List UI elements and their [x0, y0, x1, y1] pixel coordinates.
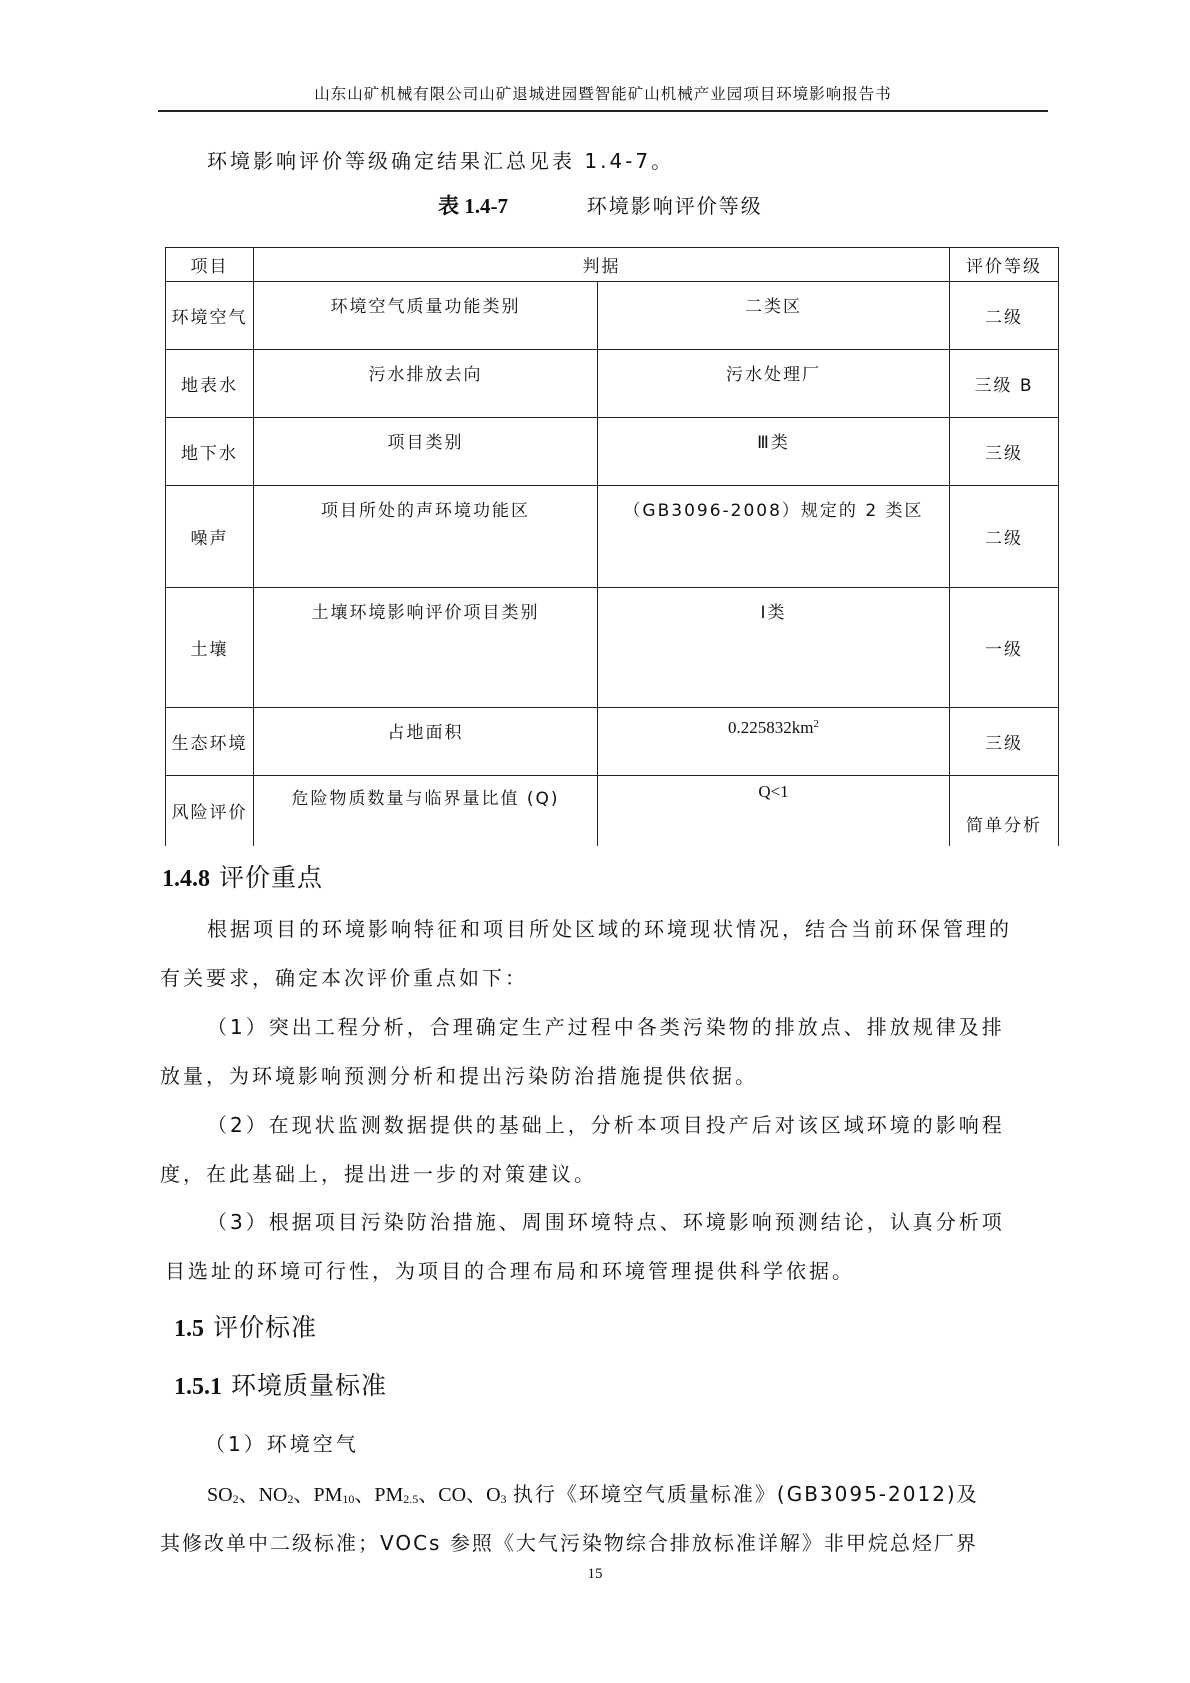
- header-item: 项目: [166, 248, 254, 282]
- table-caption: [438, 190, 763, 220]
- section-title: 评价重点: [218, 863, 323, 892]
- paragraph-line: （3）根据项目污染防治措施、周围环境特点、环境影响预测结论，认真分析项: [207, 1210, 1005, 1234]
- row-value: 二类区: [598, 282, 950, 350]
- pm10: $PM_{10}$: [313, 1484, 355, 1506]
- running-header: 山东山矿机械有限公司山矿退城进园暨智能矿山机械产业园项目环境影响报告书: [314, 85, 892, 103]
- row-basis: 污水排放去向: [254, 350, 598, 418]
- row-value: 污水处理厂: [598, 350, 950, 418]
- row-value: Ⅰ类: [598, 588, 950, 708]
- paragraph-line: 其修改单中二级标准；VOCs 参照《大气污染物综合排放标准详解》非甲烷总烃厂界: [160, 1531, 978, 1555]
- row-value: Ⅲ类: [598, 418, 950, 486]
- section-number: 1.4.8: [162, 866, 210, 892]
- row-grade: 三级: [950, 708, 1059, 776]
- row-grade: 二级: [950, 486, 1059, 588]
- row-grade: 三级 B: [950, 350, 1059, 418]
- section-heading-1-5-1: [174, 1366, 387, 1402]
- no2: $NO_2$: [258, 1484, 294, 1506]
- row-item: 风险评价: [166, 776, 254, 846]
- row-item: 噪声: [166, 486, 254, 588]
- o3: $O_3$: [486, 1484, 507, 1506]
- co: CO: [438, 1484, 467, 1506]
- section-title: 环境质量标准: [230, 1371, 387, 1400]
- row-basis: 土壤环境影响评价项目类别: [254, 588, 598, 708]
- row-basis: 项目类别: [254, 418, 598, 486]
- table-row: [166, 350, 1059, 418]
- row-basis: 环境空气质量功能类别: [254, 282, 598, 350]
- table-row: [166, 708, 1059, 776]
- row-grade: 简单分析: [950, 776, 1059, 846]
- paragraph-line: 度，在此基础上，提出进一步的对策建议。: [160, 1162, 597, 1186]
- standard-text: 执行《环境空气质量标准》(GB3095-2012)及: [512, 1482, 979, 1506]
- table-row: [166, 418, 1059, 486]
- row-item: 环境空气: [166, 282, 254, 350]
- header-grade: 评价等级: [950, 248, 1059, 282]
- paragraph-line: （2）在现状监测数据提供的基础上，分析本项目投产后对该区域环境的影响程: [207, 1113, 1005, 1137]
- table-caption-number: 表 1.4-7: [438, 194, 508, 218]
- paragraph-line: 放量，为环境影响预测分析和提出污染防治措施提供依据。: [160, 1064, 758, 1088]
- section-number: 1.5: [174, 1316, 204, 1342]
- page-number: 15: [587, 1566, 603, 1582]
- header-basis: 判据: [254, 248, 950, 282]
- table-header-row: [166, 248, 1059, 282]
- row-grade: 二级: [950, 282, 1059, 350]
- pm25: $PM_{2.5}$: [374, 1484, 419, 1506]
- row-basis: 项目所处的声环境功能区: [254, 486, 598, 588]
- row-basis: 危险物质数量与临界量比值 (Q): [254, 776, 598, 846]
- table-row: [166, 282, 1059, 350]
- table-caption-title: 环境影响评价等级: [586, 194, 763, 218]
- row-item: 地表水: [166, 350, 254, 418]
- row-grade: 一级: [950, 588, 1059, 708]
- so2: $SO_2$: [207, 1484, 239, 1506]
- paragraph-line: （1）突出工程分析，合理确定生产过程中各类污染物的排放点、排放规律及排: [207, 1015, 1005, 1039]
- table-row: [166, 588, 1059, 708]
- row-value: （GB3096-2008）规定的 2 类区: [598, 486, 950, 588]
- pollutants-line: $SO_2$、$NO_2$、$PM_{10}$、$PM_{2.5}$、CO、$O_3$ 执行《环境空气质量标准》(GB3095-2012)及: [207, 1482, 979, 1506]
- row-value-text: 0.225832km: [728, 718, 814, 737]
- row-basis: 占地面积: [254, 708, 598, 776]
- paragraph-line: 目选址的环境可行性，为项目的合理布局和环境管理提供科学依据。: [165, 1259, 855, 1283]
- row-item: 土壤: [166, 588, 254, 708]
- row-value-superscript: 2: [813, 718, 819, 730]
- row-item: 地下水: [166, 418, 254, 486]
- header-rule: [158, 110, 1048, 112]
- paragraph-line: 有关要求，确定本次评价重点如下：: [160, 966, 528, 990]
- section-title: 评价标准: [212, 1313, 317, 1342]
- table-row: [166, 776, 1059, 846]
- subsection-heading: （1）环境空气: [205, 1432, 359, 1456]
- row-value: [598, 708, 950, 776]
- intro-text: 环境影响评价等级确定结果汇总见表 1.4-7。: [207, 149, 675, 173]
- paragraph-line: 根据项目的环境影响特征和项目所处区域的环境现状情况，结合当前环保管理的: [207, 917, 1012, 941]
- section-number: 1.5.1: [174, 1374, 222, 1400]
- row-grade: 三级: [950, 418, 1059, 486]
- row-item: 生态环境: [166, 708, 254, 776]
- table-row: [166, 486, 1059, 588]
- row-value: Q<1: [598, 776, 950, 846]
- evaluation-grade-table: [165, 247, 1059, 846]
- section-heading-1-4-8: [162, 858, 323, 894]
- section-heading-1-5: [174, 1308, 317, 1344]
